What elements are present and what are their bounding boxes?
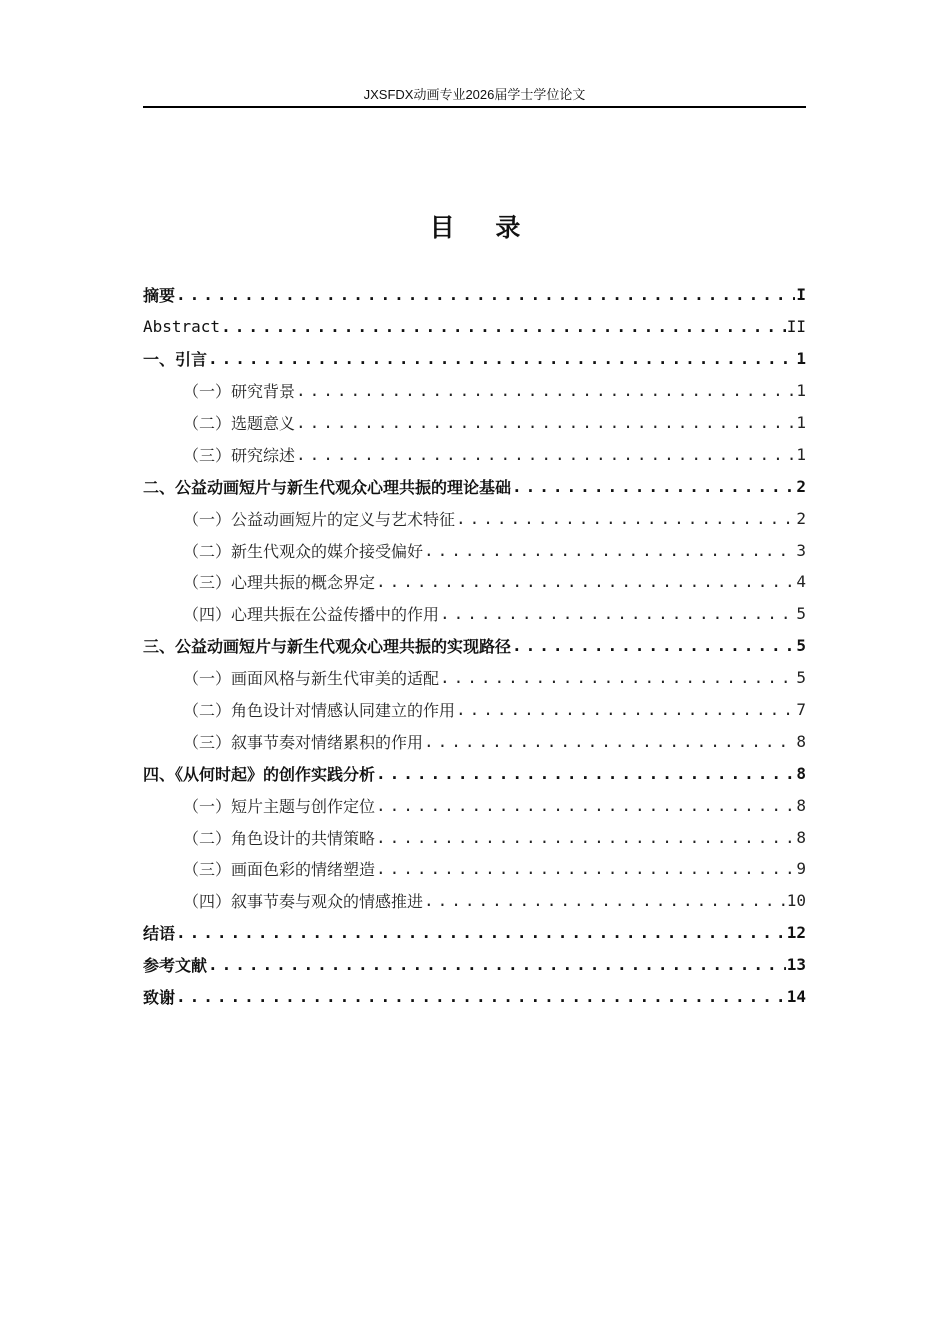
dot-leader bbox=[440, 604, 795, 623]
toc-entry-label: （一）短片主题与创作定位 bbox=[183, 796, 376, 816]
toc-entry-label: （三）画面色彩的情绪塑造 bbox=[183, 860, 376, 880]
toc-page-number: 9 bbox=[796, 859, 806, 879]
dot-leader bbox=[456, 509, 795, 528]
toc-section-entry[interactable] bbox=[143, 375, 806, 407]
dot-leader bbox=[376, 764, 795, 783]
dot-leader bbox=[512, 636, 795, 655]
toc-chapter-entry[interactable] bbox=[143, 279, 806, 311]
dot-leader bbox=[456, 700, 795, 719]
toc-page-number: 10 bbox=[786, 891, 806, 911]
toc-page-number: 13 bbox=[786, 955, 806, 975]
dot-leader bbox=[176, 987, 786, 1006]
toc-entry-label: （三）研究综述 bbox=[183, 445, 296, 465]
running-header-title: JXSFDX动画专业2026届学士学位论文 bbox=[363, 87, 586, 102]
toc-section-entry[interactable] bbox=[143, 853, 806, 885]
toc-entry-label: （三）叙事节奏对情绪累积的作用 bbox=[183, 732, 424, 752]
toc-page-number: 5 bbox=[796, 604, 806, 624]
dot-leader bbox=[176, 923, 786, 942]
toc-entry-label: （二）选题意义 bbox=[183, 414, 296, 433]
toc-entry-label: 二、公益动画短片与新生代观众心理共振的理论基础 bbox=[143, 477, 512, 497]
toc-page-number: 8 bbox=[796, 795, 806, 815]
running-header bbox=[143, 86, 806, 108]
dot-leader bbox=[296, 381, 795, 400]
toc-entry-label: 一、引言 bbox=[143, 350, 208, 370]
toc-section-entry[interactable] bbox=[143, 694, 806, 726]
dot-leader bbox=[208, 955, 786, 974]
toc-page-number: 8 bbox=[796, 763, 806, 783]
toc-section-entry[interactable] bbox=[143, 438, 806, 470]
dot-leader bbox=[440, 668, 795, 687]
toc-entry-label: 摘要 bbox=[143, 286, 176, 306]
toc-section-entry[interactable] bbox=[143, 885, 806, 917]
toc-page-number: 4 bbox=[796, 572, 806, 592]
toc-page-number: 3 bbox=[796, 540, 806, 560]
toc-entry-label: （一）画面风格与新生代审美的适配 bbox=[183, 669, 440, 689]
toc-chapter-entry[interactable] bbox=[143, 343, 806, 375]
dot-leader bbox=[296, 445, 795, 464]
toc-chapter-entry[interactable] bbox=[143, 917, 806, 949]
toc-page-number: 1 bbox=[796, 413, 806, 432]
toc-page-number: 1 bbox=[796, 444, 806, 464]
toc-page-number: 5 bbox=[796, 636, 806, 656]
table-of-contents bbox=[143, 279, 806, 1012]
toc-section-entry[interactable] bbox=[143, 598, 806, 630]
toc-page-number: 7 bbox=[796, 700, 806, 720]
dot-leader bbox=[376, 828, 795, 847]
toc-page-number: 5 bbox=[796, 668, 806, 688]
toc-chapter-entry[interactable] bbox=[143, 981, 806, 1013]
toc-page-number: 14 bbox=[786, 987, 806, 1007]
toc-entry-label: （四）心理共振在公益传播中的作用 bbox=[183, 605, 440, 625]
toc-chapter-entry[interactable] bbox=[143, 470, 806, 502]
toc-chapter-entry[interactable] bbox=[143, 311, 806, 343]
toc-section-entry[interactable] bbox=[143, 407, 806, 439]
toc-section-entry[interactable] bbox=[143, 662, 806, 694]
dot-leader bbox=[376, 572, 795, 591]
toc-chapter-entry[interactable] bbox=[143, 630, 806, 662]
toc-page-number: 8 bbox=[796, 731, 806, 751]
toc-entry-label: （二）角色设计的共情策略 bbox=[183, 828, 376, 848]
toc-entry-label: 三、公益动画短片与新生代观众心理共振的实现路径 bbox=[143, 637, 512, 657]
toc-entry-label: （二）角色设计对情感认同建立的作用 bbox=[183, 701, 456, 721]
dot-leader bbox=[208, 349, 795, 368]
toc-page-number: I bbox=[796, 285, 806, 305]
dot-leader bbox=[424, 732, 795, 751]
dot-leader bbox=[376, 796, 795, 815]
dot-leader bbox=[221, 317, 786, 336]
toc-entry-label: Abstract bbox=[143, 317, 221, 337]
toc-entry-label: （三）心理共振的概念界定 bbox=[183, 573, 376, 593]
toc-section-entry[interactable] bbox=[143, 502, 806, 534]
toc-page-number: 8 bbox=[796, 827, 806, 847]
toc-section-entry[interactable] bbox=[143, 534, 806, 566]
toc-section-entry[interactable] bbox=[143, 821, 806, 853]
dot-leader bbox=[376, 859, 795, 878]
toc-entry-label: 结语 bbox=[143, 924, 176, 944]
toc-page-number: 1 bbox=[796, 349, 806, 369]
dot-leader bbox=[424, 541, 795, 560]
toc-entry-label: （一）研究背景 bbox=[183, 382, 296, 402]
toc-section-entry[interactable] bbox=[143, 725, 806, 757]
toc-entry-label: 参考文献 bbox=[143, 956, 208, 976]
dot-leader bbox=[176, 285, 795, 304]
toc-entry-label: （二）新生代观众的媒介接受偏好 bbox=[183, 541, 424, 561]
toc-page-number: 2 bbox=[796, 476, 806, 496]
toc-entry-label: 四、《从何时起》的创作实践分析 bbox=[143, 764, 376, 784]
toc-entry-label: （一）公益动画短片的定义与艺术特征 bbox=[183, 509, 456, 529]
toc-chapter-entry[interactable] bbox=[143, 757, 806, 789]
toc-entry-label: （四）叙事节奏与观众的情感推进 bbox=[183, 892, 424, 912]
toc-section-entry[interactable] bbox=[143, 566, 806, 598]
toc-entry-label: 致谢 bbox=[143, 988, 176, 1008]
toc-page-number: II bbox=[786, 317, 806, 337]
toc-page-number: 1 bbox=[796, 381, 806, 401]
toc-section-entry[interactable] bbox=[143, 789, 806, 821]
page-title: 目 录 bbox=[429, 213, 537, 242]
dot-leader bbox=[424, 891, 786, 910]
toc-page-number: 2 bbox=[796, 508, 806, 528]
toc-page-number: 12 bbox=[786, 923, 806, 943]
dot-leader bbox=[512, 477, 795, 496]
dot-leader bbox=[296, 413, 795, 432]
toc-chapter-entry[interactable] bbox=[143, 949, 806, 981]
